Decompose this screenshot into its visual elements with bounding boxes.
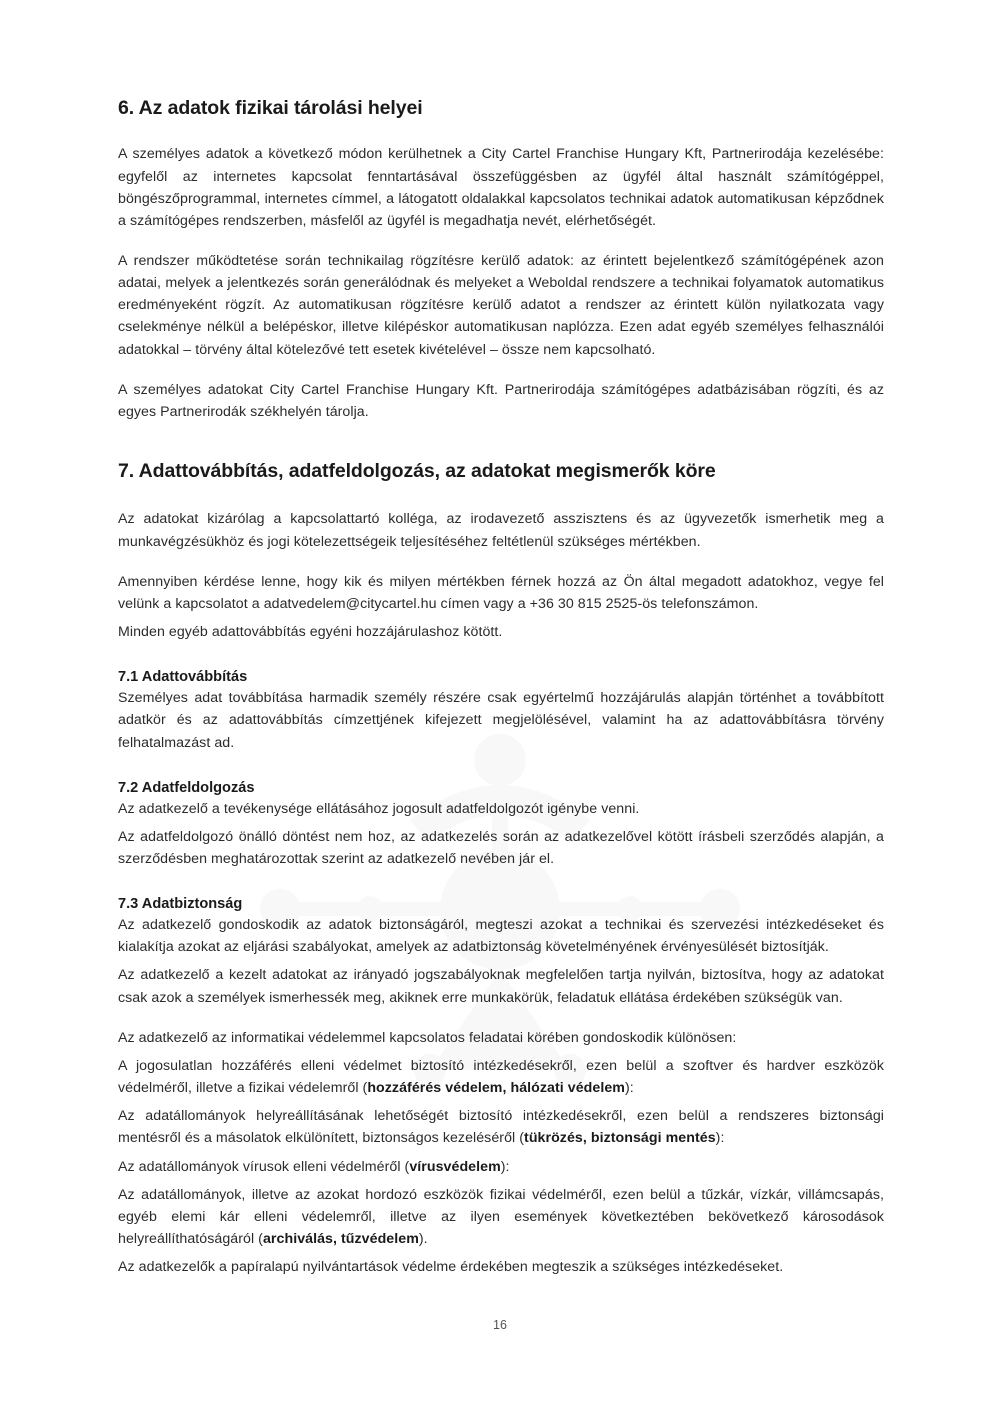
document-content: [118, 96, 884, 1296]
security-item-4-bold: archiválás, tűzvédelem: [262, 1231, 419, 1247]
security-item-1-bold: hozzáférés védelem, hálózati védelem: [367, 1080, 625, 1097]
subsection-title-7-2: 7.2 Adatfeldolgozás: [118, 779, 255, 796]
security-intro: Az adatkezelő az informatikai védelemmel kapcsolatos feladatai körében gondoskodik különösen:: [118, 1029, 737, 1046]
security-item-2-text-after: ):: [715, 1130, 725, 1147]
section6-paragraph-1: A személyes adatok a következő módon kerülhetnek a City Cartel Franchise Hungary Kft, Partnerirodája kezelésébe: egyfelől az internetes kapcsolat fenntartásával összefüggésben az ügyfél által használt számítógéppel, böngészőprogrammal, internetes címmel, a látogatott oldalakkal kapcsolatos technikai adatok automatikusan képződnek a számítógépes rendszerben, másfelől az ügyfél is megadhatja nevét, elérhetőségét.: [118, 146, 884, 229]
section6-paragraph-3: A személyes adatokat City Cartel Franchise Hungary Kft. Partnerirodája számítógépes adatbázisában rögzíti, és az egyes Partnerirodák székhelyén tárolja.: [118, 381, 884, 420]
subsection-7-1-paragraph-1: Személyes adat továbbítása harmadik személy részére csak egyértelmű hozzájárulás alapján történhet a továbbított adatkör és az adattovábbítás címzettjének kifejezett megjelölésével, valamint ha az adattovábbításra törvény felhatalmazást ad.: [118, 690, 884, 751]
security-item-3-text-before: Az adatállományok vírusok elleni védelméről (: [118, 1158, 410, 1175]
security-item-4: [118, 1184, 884, 1250]
subsection-7-3-paragraph-2: Az adatkezelő a kezelt adatokat az irányadó jogszabályoknak megfelelően tartja nyilván, biztosítva, hogy az adatokat csak azok a személyek ismerhessék meg, akiknek erre munkakörük, feladatuk ellátása érdekében szükségük van.: [118, 967, 884, 1006]
section-title-6: 6. Az adatok fizikai tárolási helyei: [118, 97, 423, 119]
security-item-4-text-before: Az adatállományok, illetve az azokat hordozó eszközök fizikai védelméről, ezen belül a tűzkár, vízkár, villámcsapás, egyéb elemi kár elleni védelemről, illetve az ilyen események következtében bekövetkező károsodások helyreállíthatóságáról (: [118, 1186, 884, 1247]
security-closing: Az adatkezelők a papíralapú nyilvántartások védelme érdekében megteszik a szükséges intézkedéseket.: [118, 1259, 784, 1276]
section7-paragraph-2: Amennyiben kérdése lenne, hogy kik és milyen mértékben férnek hozzá az Ön által megadott adatokhoz, vegye fel velünk a kapcsolatot a adatvedelem@citycartel.hu címen vagy a +36 30 815 2525-ös telefonszámon.: [118, 573, 884, 612]
security-item-2-text-before: Az adatállományok helyreállításának lehetőségét biztosító intézkedésekről, ezen belül a rendszeres biztonsági mentésről és a másolatok elkülönített, biztonságos kezeléséről (: [118, 1108, 884, 1147]
section7-paragraph-1: Az adatokat kizárólag a kapcsolattartó kolléga, az irodavezető asszisztens és az ügyvezetők ismerhetik meg a munkavégzésükhöz és jogi kötelezettségeik teljesítéséhez feltétlenül szükséges mértékben.: [118, 511, 884, 550]
subsection-7-3-paragraph-1: Az adatkezelő gondoskodik az adatok biztonságáról, megteszi azokat a technikai és szervezési intézkedéseket és kialakítja azokat az eljárási szabályokat, amelyek az adatbiztonság követelményének érvényesülését biztosítják.: [118, 917, 884, 956]
subsection-title-7-1: 7.1 Adattovábbítás: [118, 669, 248, 686]
security-item-2-bold: tükrözés, biztonsági mentés: [524, 1130, 716, 1147]
security-item-1: [118, 1055, 884, 1099]
security-item-4-text-after: ).: [418, 1231, 428, 1247]
section7-paragraph-3: Minden egyéb adattovábbítás egyéni hozzájárulashoz kötött.: [118, 624, 503, 641]
security-item-3: [118, 1156, 884, 1178]
security-item-3-bold: vírusvédelem: [409, 1158, 501, 1175]
subsection-7-2-paragraph-2: Az adatfeldolgozó önálló döntést nem hoz, az adatkezelés során az adatkezelővel kötött írásbeli szerződés alapján, a szerződésben meghatározottak szerint az adatkezelő nevében jár el.: [118, 828, 884, 867]
security-item-3-text-after: ):: [500, 1158, 510, 1175]
security-item-1-text-before: A jogosulatlan hozzáférés elleni védelmet biztosító intézkedésekről, ezen belül a szoftver és hardver eszközök védelméről, illetve a fizikai védelemről (: [118, 1057, 884, 1097]
page-number: 16: [493, 1318, 507, 1332]
subsection-title-7-3: 7.3 Adatbiztonság: [118, 896, 243, 913]
subsection-7-2-paragraph-1: Az adatkezelő a tevékenysége ellátásához jogosult adatfeldolgozót igénybe venni.: [118, 800, 640, 817]
section6-paragraph-2: A rendszer működtetése során technikailag rögzítésre kerülő adatok: az érintett bejelentkező számítógépének azon adatai, melyek a jelentkezés során generálódnak és melyeket a Weboldal rendszere a technikai folyamatok automatikus eredményeként rögzít. Az automatikusan rögzítésre kerülő adatot a rendszer az érintett külön nyilatkozata vagy cselekménye nélkül a belépéskor, illetve kilépéskor automatikusan naplózza. Ezen adat egyéb személyes felhasználói adatokkal – törvény által kötelezővé tett esetek kivételével – össze nem kapcsolható.: [118, 252, 884, 358]
section-title-7: 7. Adattovábbítás, adatfeldolgozás, az adatokat megismerők köre: [118, 460, 716, 483]
security-item-2: [118, 1105, 884, 1149]
security-item-1-text-after: ):: [624, 1080, 634, 1097]
